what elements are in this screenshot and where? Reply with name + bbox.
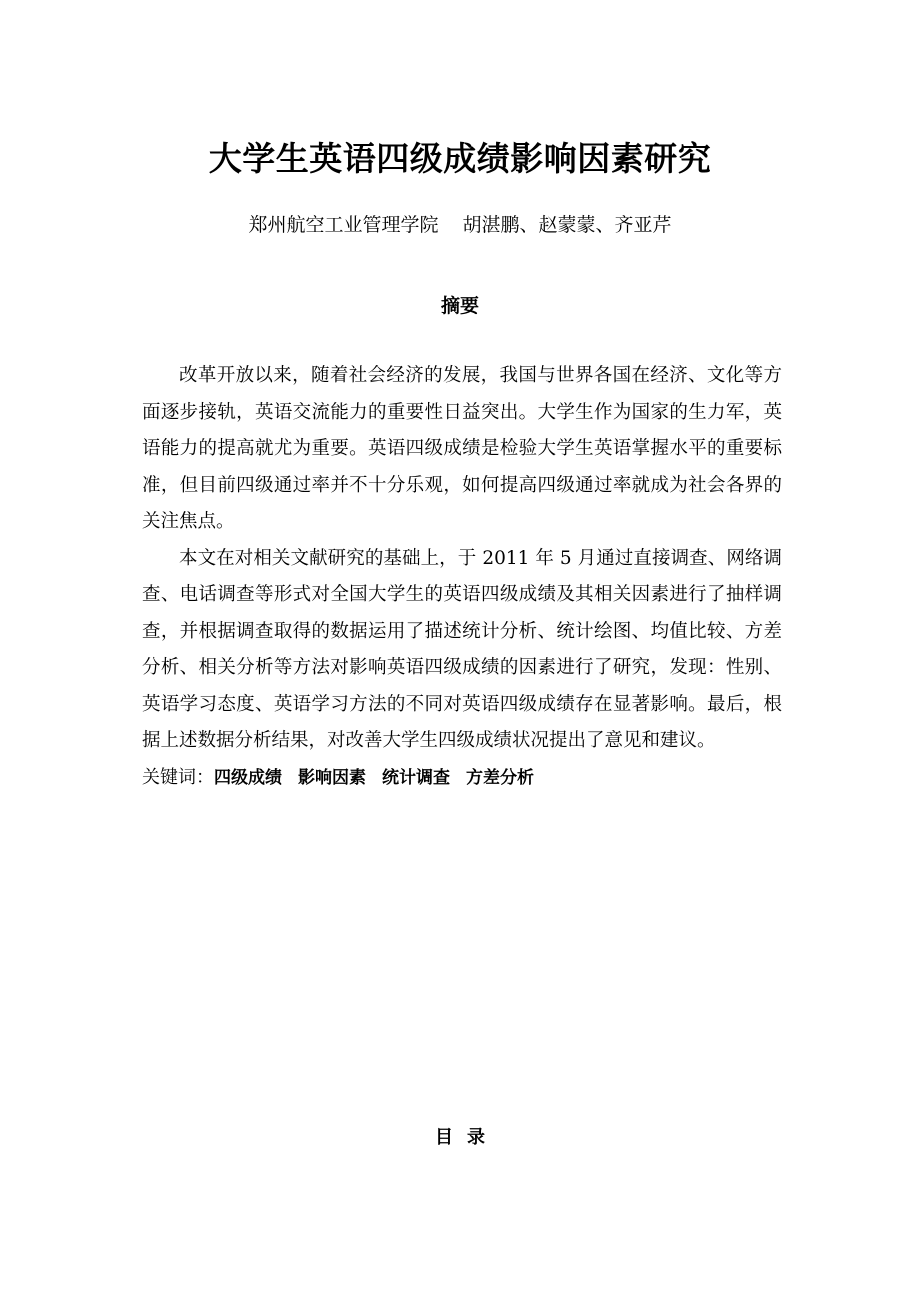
keyword: 方差分析	[466, 767, 534, 788]
abstract-body	[142, 358, 782, 796]
author-names: 胡湛鹏、赵蒙蒙、齐亚芹	[462, 214, 672, 236]
affiliation: 郑州航空工业管理学院	[248, 214, 439, 236]
keyword: 影响因素	[298, 767, 366, 788]
abstract-paragraph: 本文在对相关文献研究的基础上，于 2011 年 5 月通过直接调查、网络调查、电话调查等形式对全国大学生的英语四级成绩及其相关因素进行了抽样调查，并根据调查取得的数据运用了描述统计分析、统计绘图、均值比较、方差分析、相关分析等方法对影响英语四级成绩的因素进行了研究，发现：性别、英语学习态度、英语学习方法的不同对英语四级成绩存在显著影响。最后，根据上述数据分析结果，对改善大学生四级成绩状况提出了意见和建议。	[142, 547, 782, 751]
abstract-paragraph: 改革开放以来，随着社会经济的发展，我国与世界各国在经济、文化等方面逐步接轨，英语交流能力的重要性日益突出。大学生作为国家的生力军，英语能力的提高就尤为重要。英语四级成绩是检验大学生英语掌握水平的重要标准，但目前四级通过率并不十分乐观，如何提高四级通过率就成为社会各界的关注焦点。	[142, 365, 782, 532]
keywords-label: 关键词：	[142, 766, 214, 788]
keywords-line	[142, 760, 782, 797]
keyword: 四级成绩	[214, 767, 282, 788]
keyword: 统计调查	[382, 767, 450, 788]
toc-heading: 目录	[435, 1127, 499, 1148]
document-title: 大学生英语四级成绩影响因素研究	[208, 139, 712, 178]
abstract-heading: 摘要	[440, 295, 479, 317]
author-line	[0, 210, 920, 237]
